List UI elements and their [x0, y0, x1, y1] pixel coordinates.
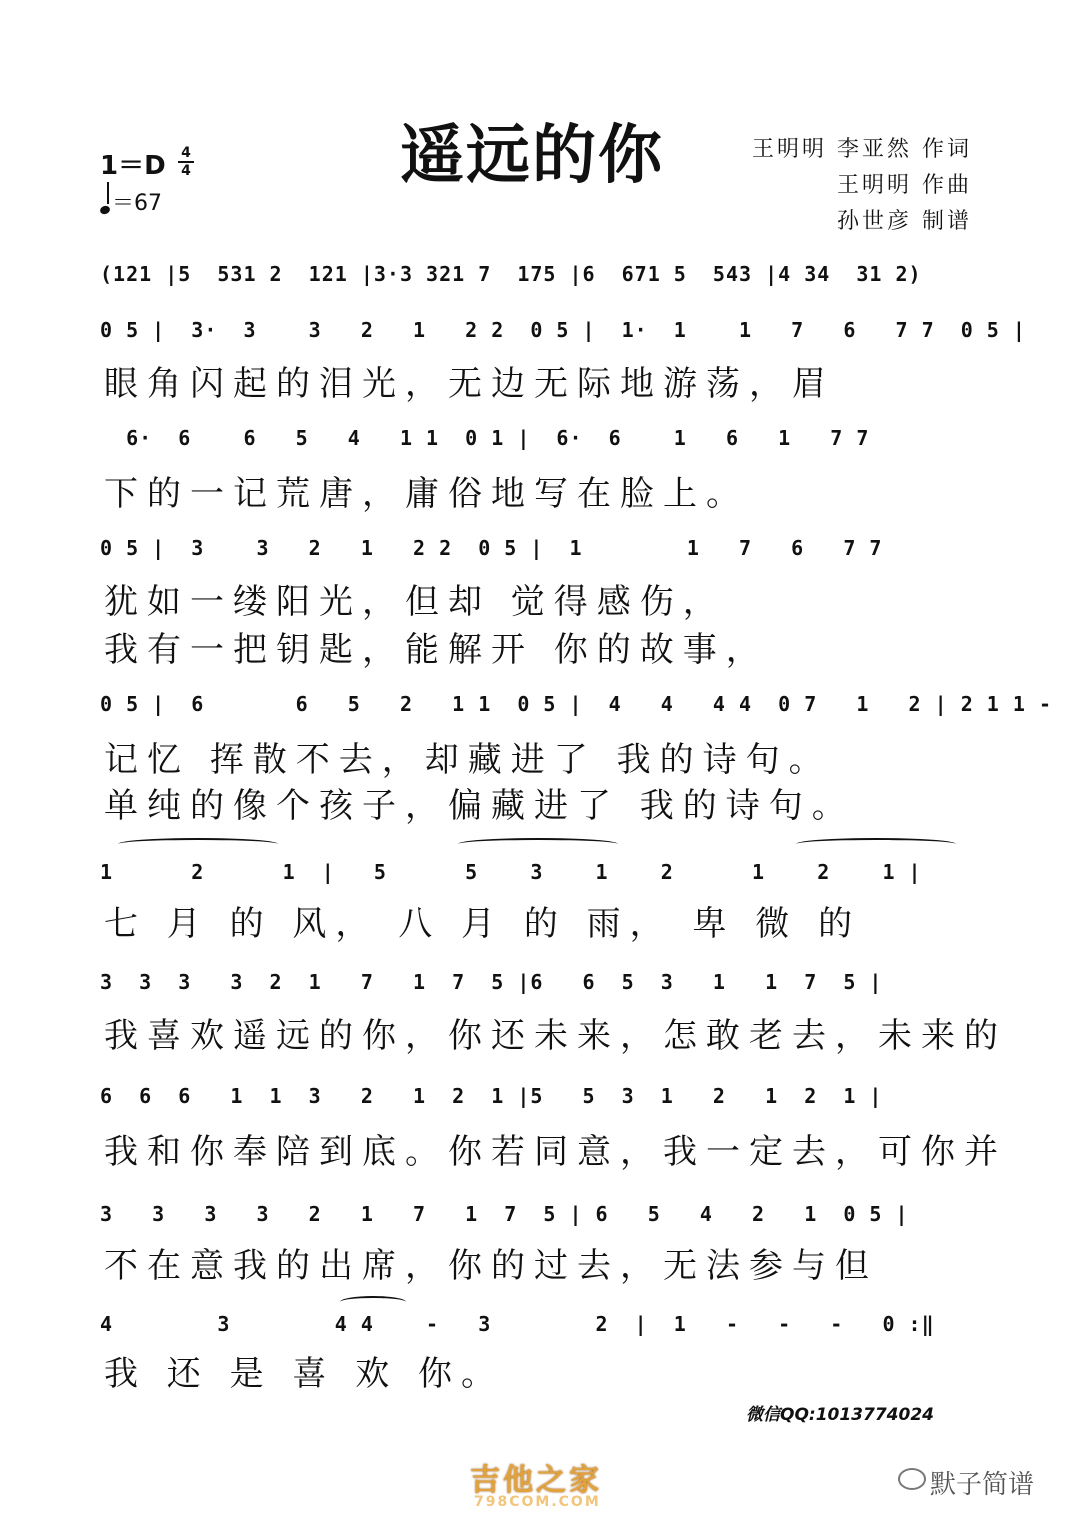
key-signature: 1＝D [100, 151, 166, 181]
song-title: 遥远的你 [400, 118, 664, 193]
time-signature-bottom: 4 [181, 163, 191, 179]
wechat-icon [898, 1468, 926, 1490]
notation-row-4: 0 5 | 6 6 5 2 1 1 0 5 | 4 4 4 4 0 7 1 2 | 2 1 1 - [100, 692, 1052, 716]
lyric-line-4a: 记忆 挥散不去，却藏进了 我的诗句。 [104, 740, 832, 780]
lyric-line-3b: 我有一把钥匙，能解开 你的故事， [104, 630, 769, 670]
notation-row-intro: (121 |5 531 2 121 |3·3 321 7 175 |6 671 5 543 |4 34 31 2) [100, 262, 922, 286]
notation-row-8: 3 3 3 3 2 1 7 1 7 5 | 6 5 4 2 1 0 5 | [100, 1202, 909, 1226]
tie-slur [340, 1296, 406, 1308]
notation-row-7: 6 6 6 1 1 3 2 1 2 1 |5 5 3 1 2 1 2 1 | [100, 1084, 883, 1108]
triplet-slur [796, 838, 956, 850]
wechat-contact: 微信QQ:1013774024 [746, 1405, 934, 1425]
arranger-credit: 孙世彦 制谱 [837, 209, 972, 234]
lyric-line-5: 七 月 的 风， 八 月 的 雨， 卑 微 的 [104, 904, 862, 944]
notation-row-2: 6· 6 6 5 4 1 1 0 1 | 6· 6 1 6 1 7 7 [100, 426, 870, 450]
lyricist-credit: 王明明 李亚然 作词 [752, 137, 972, 162]
lyric-line-6: 我喜欢遥远的你，你还未来，怎敢老去，未来的 [104, 1016, 1007, 1056]
triplet-slur [118, 838, 278, 850]
composer-credit: 王明明 作曲 [837, 173, 972, 198]
site-logo-text: 吉他之家 [470, 1463, 602, 1498]
lyric-line-7: 我和你奉陪到底。你若同意，我一定去，可你并 [104, 1132, 1007, 1172]
notation-row-6: 3 3 3 3 2 1 7 1 7 5 |6 6 5 3 1 1 7 5 | [100, 970, 883, 994]
site-logo-url: 798COM.COM [474, 1494, 601, 1510]
notation-row-9: 4 3 4 4 - 3 2 | 1 - - - 0 :‖ [100, 1312, 935, 1336]
triplet-slur [458, 838, 618, 850]
tempo-value: ＝67 [112, 191, 162, 216]
tempo-marking [100, 186, 162, 217]
quarter-note-icon [99, 205, 111, 216]
lyric-line-2: 下的一记荒唐，庸俗地写在脸上。 [104, 474, 749, 514]
time-signature [176, 145, 196, 179]
time-signature-top: 4 [181, 145, 191, 161]
lyric-line-1: 眼角闪起的泪光，无边无际地游荡，眉 [104, 364, 835, 404]
brand-watermark: 默子简谱 [930, 1470, 1035, 1500]
lyric-line-9: 我 还 是 喜 欢 你。 [104, 1354, 505, 1394]
lyric-line-4b: 单纯的像个孩子，偏藏进了 我的诗句。 [104, 786, 855, 826]
lyric-line-3a: 犹如一缕阳光，但却 觉得感伤， [104, 582, 726, 622]
notation-row-3: 0 5 | 3 3 2 1 2 2 0 5 | 1 1 7 6 7 7 [100, 536, 883, 560]
notation-row-1: 0 5 | 3· 3 3 2 1 2 2 0 5 | 1· 1 1 7 6 7 7 0 5 | [100, 318, 1026, 342]
lyric-line-8: 不在意我的出席，你的过去，无法参与但 [104, 1246, 878, 1286]
notation-row-5: 1 2 1 | 5 5 3 1 2 1 2 1 | [100, 860, 922, 884]
